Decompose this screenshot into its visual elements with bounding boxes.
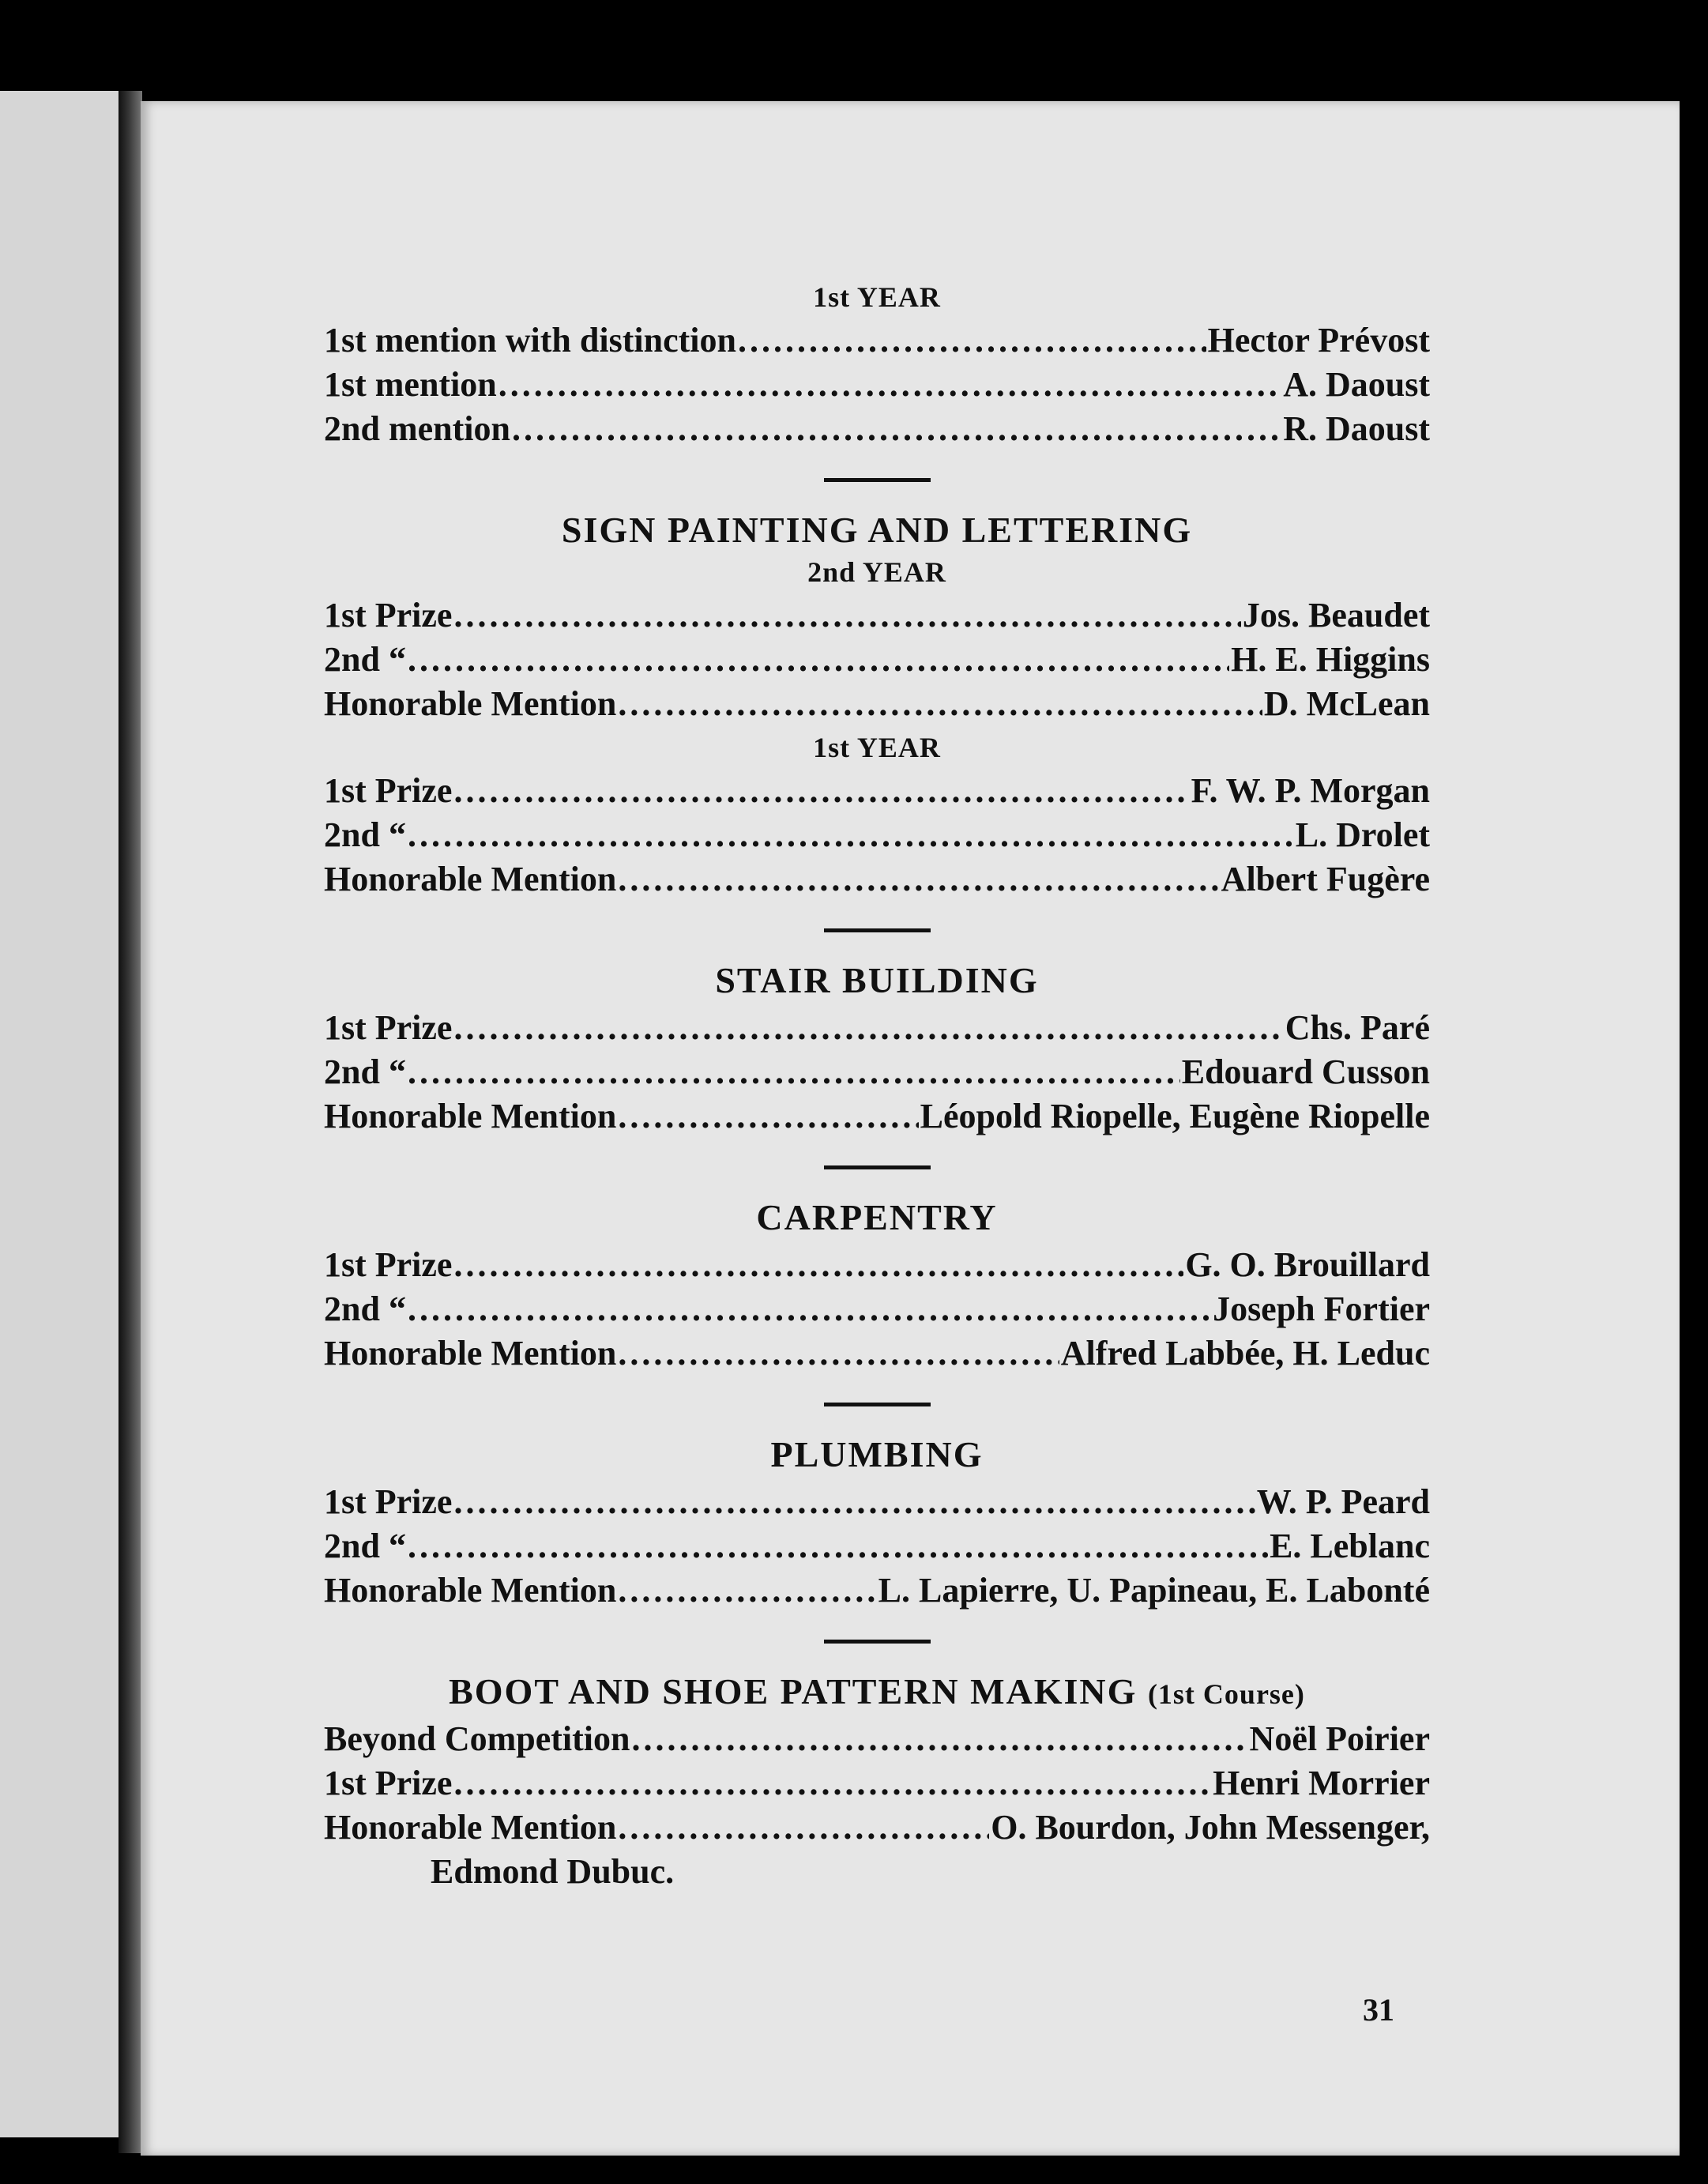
entry-name: L. Drolet <box>1295 815 1430 854</box>
leader-dots <box>408 1287 1211 1331</box>
entry-continuation: Edmond Dubuc. <box>431 1852 675 1891</box>
section-divider <box>824 1403 931 1406</box>
entry-row <box>324 363 1430 407</box>
entry-name: H. E. Higgins <box>1231 640 1430 679</box>
entry-row <box>324 813 1430 857</box>
entry-row <box>324 318 1430 363</box>
entry-label: 2nd mention <box>324 409 510 448</box>
entry-row <box>324 638 1430 682</box>
entry-label: 1st mention with distinction <box>324 321 736 360</box>
entry-label: Honorable Mention <box>324 1334 617 1373</box>
entry-label: 2nd “ <box>324 640 406 679</box>
leader-dots <box>453 1761 1211 1806</box>
entry-row <box>324 1568 1430 1613</box>
leader-dots <box>408 1050 1180 1094</box>
entry-name: Chs. Paré <box>1285 1008 1430 1047</box>
entry-label: 1st Prize <box>324 1008 453 1047</box>
entry-row <box>324 1331 1430 1376</box>
entry-label: 1st Prize <box>324 1764 453 1802</box>
entry-label: Honorable Mention <box>324 860 617 898</box>
leader-dots <box>618 1806 989 1850</box>
entry-label: 1st Prize <box>324 1482 453 1521</box>
entry-name: Léopold Riopelle, Eugène Riopelle <box>920 1097 1430 1135</box>
entry-name: Hector Prévost <box>1207 321 1430 360</box>
section-divider <box>824 1640 931 1644</box>
leader-dots <box>408 813 1294 857</box>
leader-dots <box>498 363 1281 407</box>
leader-dots <box>453 593 1240 638</box>
section-divider <box>824 928 931 932</box>
entry-row <box>324 769 1430 813</box>
section-title: SIGN PAINTING AND LETTERING <box>561 510 1193 550</box>
entry-label: 1st mention <box>324 365 497 404</box>
entry-row <box>324 1006 1430 1050</box>
section-title: CARPENTRY <box>756 1197 998 1237</box>
entry-name: Henri Morrier <box>1213 1764 1430 1802</box>
leader-dots <box>618 1094 918 1139</box>
entry-name: F. W. P. Morgan <box>1191 771 1430 810</box>
entry-name: R. Daoust <box>1283 409 1430 448</box>
leader-dots <box>408 1524 1268 1568</box>
course-note: (1st Course) <box>1147 1678 1305 1710</box>
entry-row <box>324 1243 1430 1287</box>
entry-row <box>324 407 1430 451</box>
year-heading: 1st YEAR <box>813 732 941 763</box>
entry-label: Honorable Mention <box>324 1808 617 1847</box>
leader-dots <box>453 1480 1255 1524</box>
section-title-text: BOOT AND SHOE PATTERN MAKING <box>449 1671 1138 1711</box>
entry-name: E. Leblanc <box>1270 1527 1430 1565</box>
entry-row <box>324 593 1430 638</box>
year-heading: 2nd YEAR <box>807 556 946 588</box>
leader-dots <box>618 1331 1059 1376</box>
entry-row <box>324 1806 1430 1850</box>
entry-label: Honorable Mention <box>324 1571 617 1610</box>
year-heading: 1st YEAR <box>813 281 941 313</box>
entry-row <box>324 1050 1430 1094</box>
entry-name: Edouard Cusson <box>1181 1052 1430 1091</box>
entry-label: 1st Prize <box>324 1245 453 1284</box>
entry-row <box>324 857 1430 902</box>
entry-row <box>324 1524 1430 1568</box>
section-divider <box>824 478 931 482</box>
entry-name: W. P. Peard <box>1256 1482 1430 1521</box>
entry-name: L. Lapierre, U. Papineau, E. Labonté <box>878 1571 1430 1610</box>
facing-page-edge <box>0 91 119 2137</box>
entry-label: 2nd “ <box>324 1290 406 1328</box>
entry-label: Honorable Mention <box>324 1097 617 1135</box>
entry-name: A. Daoust <box>1283 365 1430 404</box>
book-gutter <box>119 91 142 2153</box>
leader-dots <box>618 1568 876 1613</box>
section-title: PLUMBING <box>770 1434 984 1474</box>
leader-dots <box>631 1717 1247 1761</box>
entry-name: Jos. Beaudet <box>1242 596 1430 634</box>
section-title <box>324 1670 1430 1712</box>
leader-dots <box>738 318 1206 363</box>
leader-dots <box>453 1243 1183 1287</box>
leader-dots <box>453 1006 1283 1050</box>
leader-dots <box>512 407 1281 451</box>
section-divider <box>824 1165 931 1169</box>
entry-row <box>324 1717 1430 1761</box>
page-number: 31 <box>1363 1992 1394 2028</box>
entry-name: Albert Fugère <box>1221 860 1430 898</box>
leader-dots <box>618 857 1219 902</box>
entry-row <box>324 1094 1430 1139</box>
entry-name: O. Bourdon, John Messenger, <box>991 1808 1430 1847</box>
prize-list <box>324 281 1430 1894</box>
leader-dots <box>453 769 1189 813</box>
section-title: STAIR BUILDING <box>715 960 1039 1000</box>
entry-label: 1st Prize <box>324 771 453 810</box>
entry-row <box>324 1287 1430 1331</box>
entry-label: 1st Prize <box>324 596 453 634</box>
entry-row <box>324 1761 1430 1806</box>
leader-dots <box>618 682 1262 726</box>
entry-name: Noël Poirier <box>1249 1719 1430 1758</box>
entry-label: 2nd “ <box>324 815 406 854</box>
entry-name: G. O. Brouillard <box>1185 1245 1430 1284</box>
entry-label: Beyond Competition <box>324 1719 630 1758</box>
entry-row <box>324 1480 1430 1524</box>
entry-label: 2nd “ <box>324 1527 406 1565</box>
entry-label: 2nd “ <box>324 1052 406 1091</box>
entry-label: Honorable Mention <box>324 684 617 723</box>
entry-name: D. McLean <box>1263 684 1430 723</box>
leader-dots <box>408 638 1229 682</box>
entry-row <box>324 682 1430 726</box>
entry-name: Joseph Fortier <box>1213 1290 1430 1328</box>
entry-name: Alfred Labbée, H. Leduc <box>1060 1334 1430 1373</box>
